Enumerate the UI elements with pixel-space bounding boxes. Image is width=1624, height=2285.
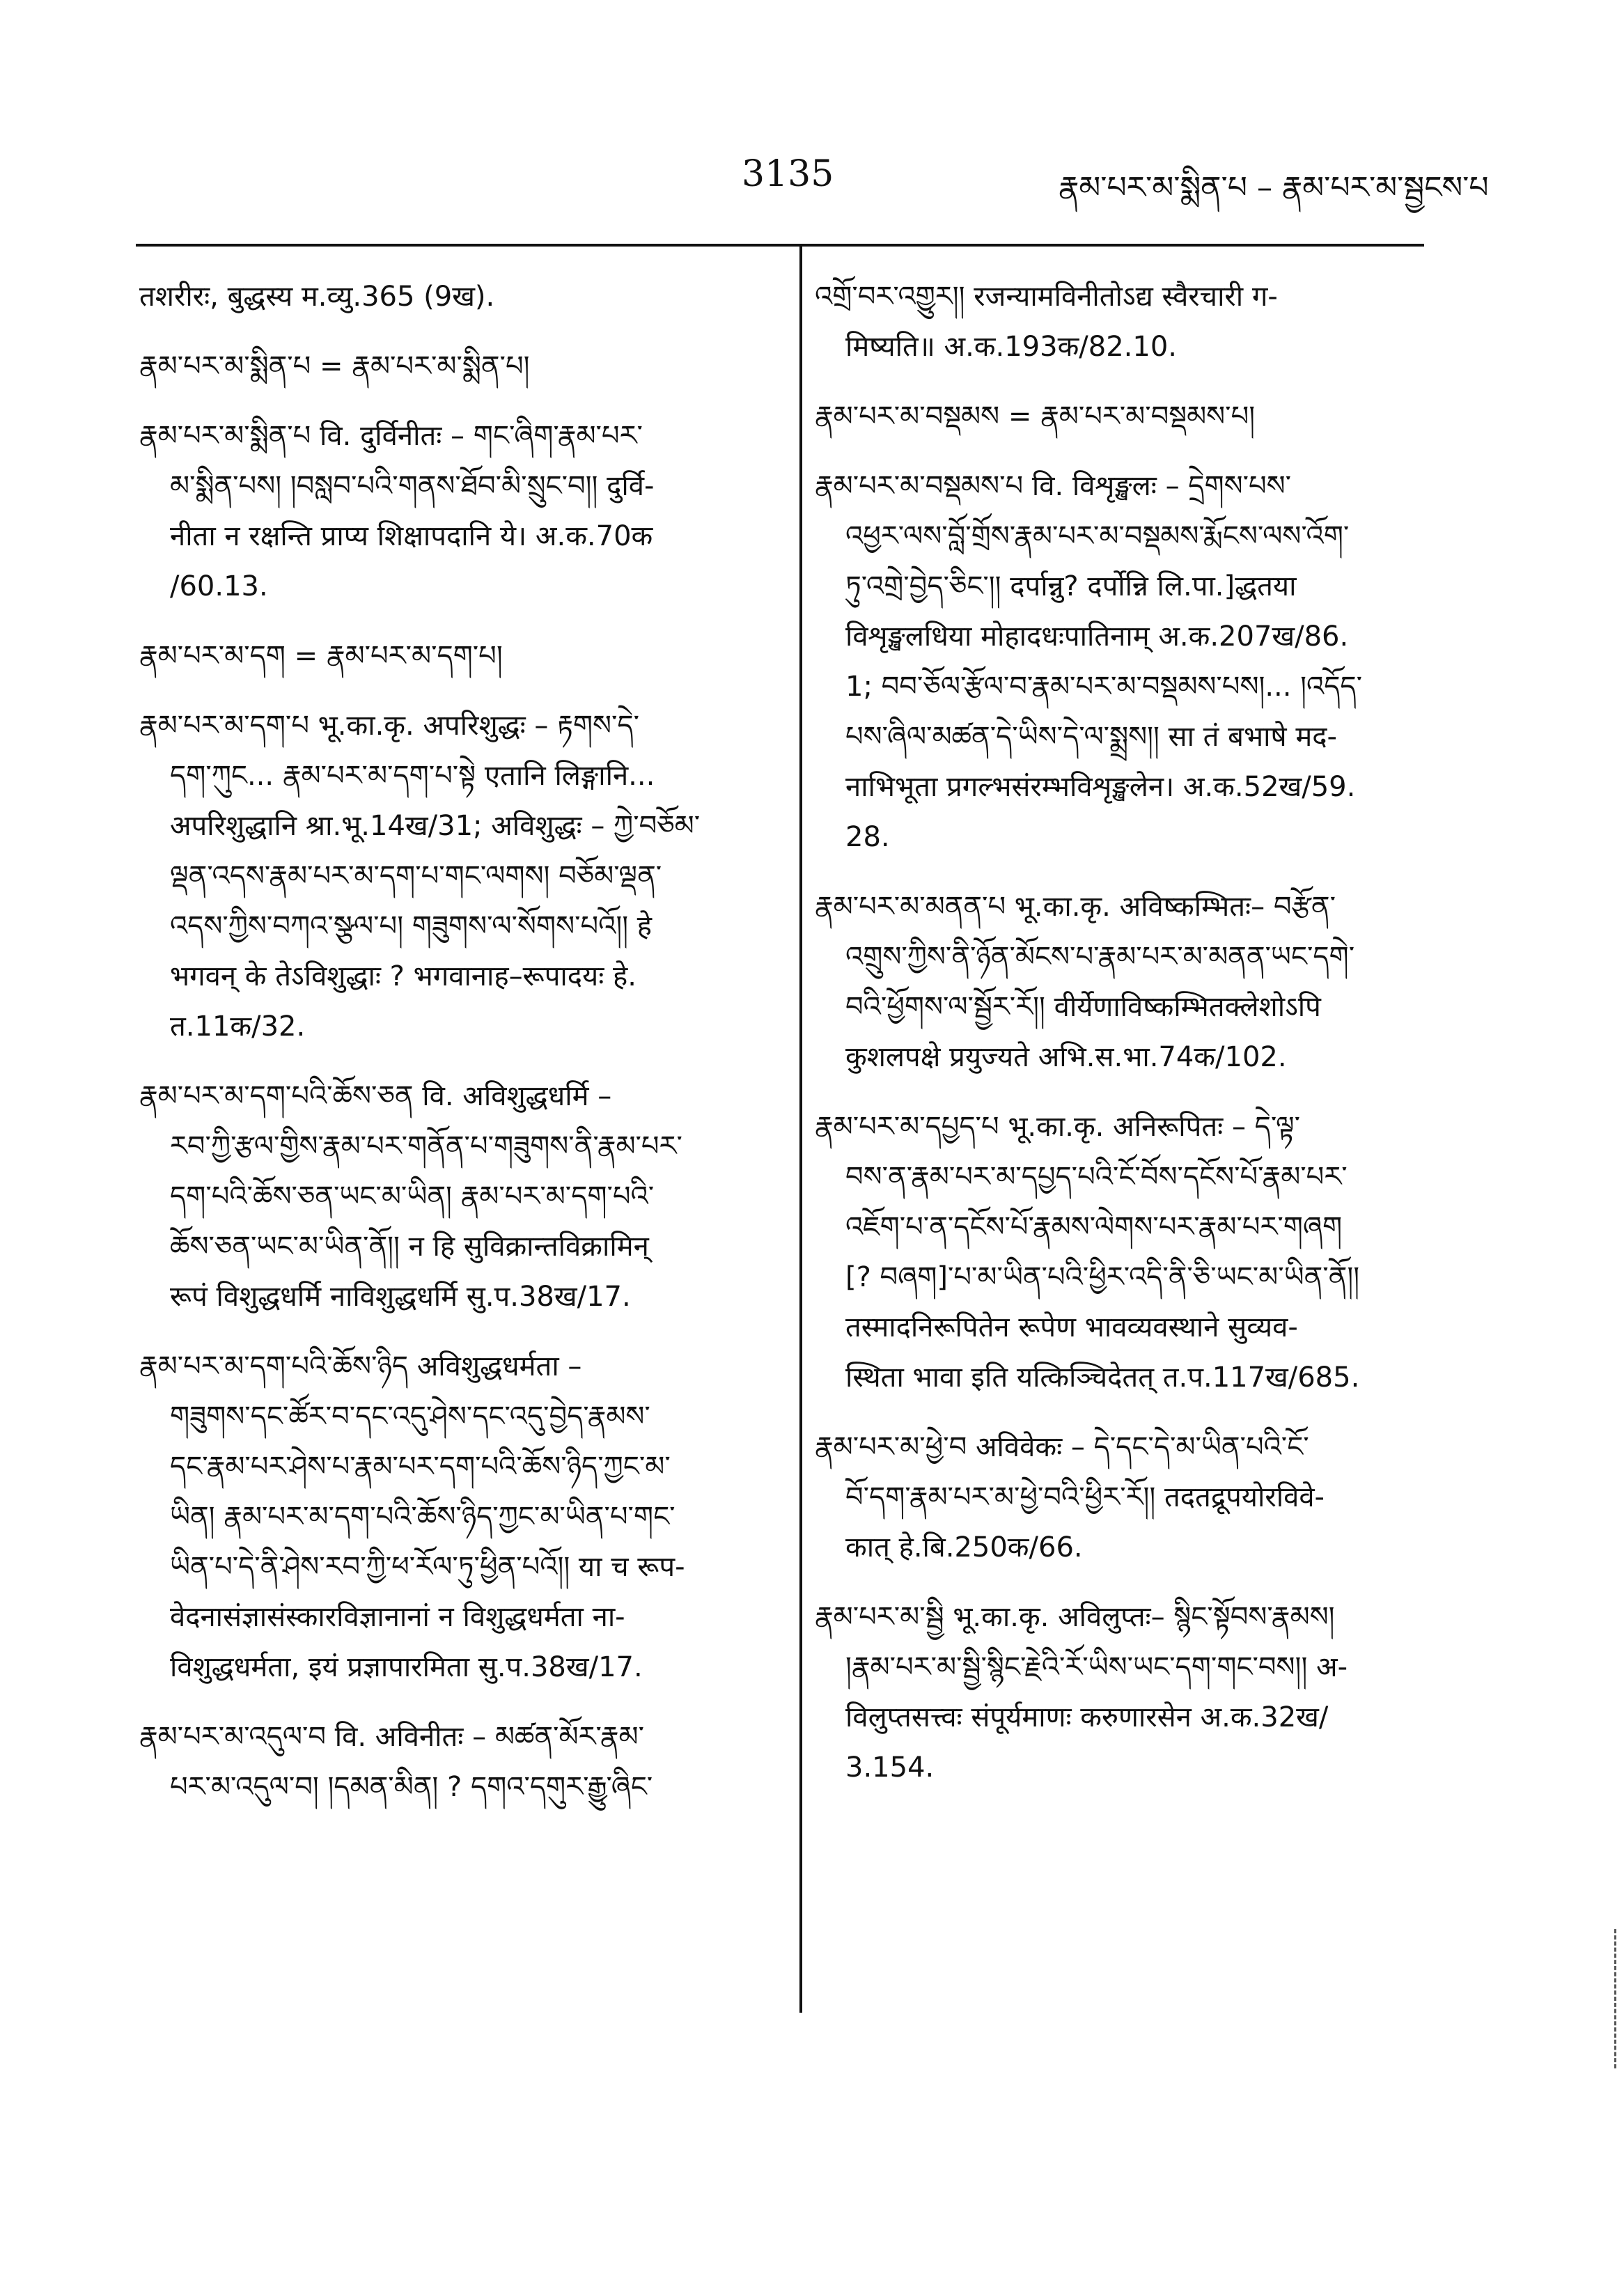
entry-text-line: नाभिभूता प्रगल्भसंरम्भविशृङ्खलेन। अ.क.52ख/59. — [845, 771, 1356, 803]
entry-text-line: ཡིན། རྣམ་པར་མ་དག་པའི་ཆོས་ཉིད་ཀྱང་མ་ཡིན་པ་གང་ — [170, 1501, 676, 1533]
entry-headline: རྣམ་པར་མ་འདུལ་བ वि. अविनीतः – མཚན་མོར་རྣམ་ — [139, 1721, 645, 1753]
entry-text-line: नीता न रक्षन्ति प्राप्य शिक्षापदानि ये। अ.क.70क — [170, 520, 653, 552]
entry-headline: རྣམ་པར་མ་དག = རྣམ་པར་མ་དག་པ། — [139, 640, 503, 672]
entry-headline: तशरीरः, बुद्धस्य म.व्यु.365 (9ख). — [139, 281, 495, 313]
entry-text-line: དག་པའི་ཆོས་ཅན་ཡང་མ་ཡིན། རྣམ་པར་མ་དག་པའི་ — [170, 1180, 655, 1212]
entry-text-line: [? བཞག]་པ་མ་ཡིན་པའི་ཕྱིར་འདི་ནི་ཅི་ཡང་མ་ཡིན་ནོ།། — [845, 1261, 1360, 1293]
entry-text-line: འཇོག་པ་ན་དངོས་པོ་རྣམས་ལེགས་པར་རྣམ་པར་གཞག — [845, 1211, 1343, 1243]
entry-text-line: अपरिशुद्धानि श्रा.भू.14ख/31; अविशुद्धः – ཀྱེ་བཅོམ་ — [170, 810, 701, 842]
entry-text-line: 3.154. — [845, 1752, 935, 1784]
entry-text-line: པས་ཞིལ་མཚན་དེ་ཡིས་དེ་ལ་སྨྲས།། सा तं बभाषे मद- — [845, 721, 1337, 753]
entry-text-line: मिष्यति॥ अ.क.193क/82.10. — [845, 331, 1177, 363]
entry-text-line: འཕྱར་ལས་བློ་གྲོས་རྣམ་པར་མ་བསྡམས་རྨོངས་ལས་འོག་ — [845, 520, 1350, 552]
entry-headline: རྣམ་པར་མ་མནན་པ भू.का.कृ. अविष्कम्भितः– བརྩོན་ — [815, 891, 1336, 923]
entry-text-line: विलुप्तसत्त्वः संपूर्यमाणः करुणारसेन अ.क.32ख/ — [845, 1701, 1329, 1733]
entry-text-line: ཡིན་པ་དེ་ནི་ཤེས་རབ་ཀྱི་ཕ་རོལ་ཏུ་ཕྱིན་པའོ།། या च रूप- — [170, 1551, 685, 1583]
entry-headline: རྣམ་པར་མ་བསྡམས = རྣམ་པར་མ་བསྡམས་པ། — [815, 400, 1256, 432]
dictionary-entry — [815, 272, 1435, 372]
dictionary-entry — [139, 272, 766, 322]
dictionary-entry — [815, 1102, 1435, 1403]
entry-text-line: དང་རྣམ་པར་ཤེས་པ་རྣམ་པར་དག་པའི་ཆོས་ཉིད་ཀྱང་མ་ — [170, 1451, 671, 1483]
entry-text-line: वेदनासंज्ञासंस्कारविज्ञानानां न विशुद्धधर्मता ना- — [170, 1601, 625, 1633]
entry-text-line: ཏུ་འགྲེ་བྱེད་ཅིང་།། दर्पान्नु? दर्पोन्नि लि.पा.]द्धतया — [845, 570, 1297, 602]
entry-text-line: 1; བབ་ཅོལ་རྩོལ་བ་རྣམ་པར་མ་བསྡམས་པས།... །འདོད་ — [845, 671, 1362, 703]
entry-headline: འགྲོ་བར་འགྱུར།། रजन्यामविनीतोऽद्य स्वैरचारी ग- — [815, 281, 1278, 313]
entry-text-line: གཟུགས་དང་ཚོར་བ་དང་འདུ་ཤེས་དང་འདུ་བྱེད་རྣམས་ — [170, 1401, 650, 1433]
dictionary-entry — [139, 1341, 766, 1692]
entry-text-line: विशृङ्खलधिया मोहादधःपातिनाम् अ.क.207ख/86. — [845, 621, 1349, 653]
page-number: 3135 — [742, 153, 834, 195]
entry-text-line: བོ་དག་རྣམ་པར་མ་ཕྱེ་བའི་ཕྱིར་རོ།། तदतद्रूपयोरविवे- — [845, 1481, 1325, 1513]
entry-text-line: དག་ཀུང... རྣམ་པར་མ་དག་པ་སྟེ एतानि लिङ्गानि... — [170, 760, 655, 792]
entry-text-line: स्थिता भावा इति यत्किञ्चिदेतत् त.प.117ख/685. — [845, 1362, 1360, 1394]
entry-headline: རྣམ་པར་མ་དག་པའི་ཆོས་ཅན वि. अविशुद्धधर्मि – — [139, 1080, 612, 1112]
dictionary-entry — [815, 882, 1435, 1082]
entry-text-line: མ་སྨིན་པས། །བསླབ་པའི་གནས་ཐོབ་མི་སྲུང་བ།། दुर्वि- — [170, 470, 655, 502]
entry-text-line: त.11क/32. — [170, 1011, 306, 1043]
entry-text-line: /60.13. — [170, 570, 268, 602]
entry-text-line: कात् हे.बि.250क/66. — [845, 1531, 1083, 1563]
entry-headline: རྣམ་པར་མ་སྦྱི भू.का.कृ. अविलुप्तः– སྙིང་སྟོབས་རྣམས། — [815, 1601, 1335, 1633]
entry-headline: རྣམ་པར་མ་དག་པའི་ཆོས་ཉིད अविशुद्धधर्मता – — [139, 1350, 582, 1382]
dictionary-entry — [815, 391, 1435, 442]
dictionary-entry — [139, 1071, 766, 1322]
entry-headline: རྣམ་པར་མ་ཕྱེ་བ अविवेकः – དེ་དང་དེ་མ་ཡིན་པའི་ངོ་ — [815, 1431, 1309, 1463]
right-column — [815, 272, 1435, 1812]
dictionary-entry — [139, 411, 766, 611]
entry-text-line: विशुद्धधर्मता, इयं प्रज्ञापारमिता सु.प.38ख/17. — [170, 1651, 643, 1683]
entry-headline: རྣམ་པར་མ་སྨིན་པ = རྣམ་པར་མ་སྨིན་པ། — [139, 350, 530, 382]
entry-headline: རྣམ་པར་མ་སྨིན་པ वि. दुर्विनीतः – གང་ཞིག་རྣམ་པར་ — [139, 420, 643, 452]
entry-headline: རྣམ་པར་མ་དཔྱད་པ भू.का.कृ. अनिरूपितः – དེ་ལྟ་ — [815, 1111, 1301, 1143]
entry-text-line: रूपं विशुद्धधर्मि नाविशुद्धधर्मि सु.प.38ख/17. — [170, 1281, 631, 1313]
left-column — [139, 272, 766, 1832]
entry-headline: རྣམ་པར་མ་དག་པ भू.का.कृ. अपरिशुद्धः – རྟགས་དེ་ — [139, 710, 639, 742]
entry-text-line: འདས་ཀྱིས་བཀའ་སྩལ་པ། གཟུགས་ལ་སོགས་པའོ།། हे — [170, 910, 653, 942]
page-header — [0, 146, 1624, 209]
dictionary-entry — [139, 631, 766, 681]
entry-text-line: པར་མ་འདུལ་བ། །དམན་མིན། ? དགའ་དགུར་རྒྱུ་ཞིང་ — [170, 1771, 653, 1803]
entry-text-line: རབ་ཀྱི་རྩལ་གྱིས་རྣམ་པར་གནོན་པ་གཟུགས་ནི་རྣམ་པར་ — [170, 1130, 682, 1162]
entry-text-line: ལྡན་འདས་རྣམ་པར་མ་དག་པ་གང་ལགས། བཅོམ་ལྡན་ — [170, 860, 662, 892]
entry-text-line: भगवन् के तेऽविशुद्धाः ? भगवानाह–रूपादयः हे. — [170, 960, 637, 992]
entry-headline: རྣམ་པར་མ་བསྡམས་པ वि. विशृङ्खलः – དྲེགས་པས་ — [815, 470, 1292, 502]
dictionary-entry — [815, 1592, 1435, 1793]
dictionary-entry — [139, 701, 766, 1052]
dictionary-entry — [139, 341, 766, 391]
entry-text-line: 28. — [845, 821, 890, 853]
entry-text-line: कुशलपक्षे प्रयुज्यते अभि.स.भा.74क/102. — [845, 1041, 1287, 1073]
entry-text-line: བས་ན་རྣམ་པར་མ་དཔྱད་པའི་ངོ་བོས་དངོས་པོ་རྣམ་པར་ — [845, 1161, 1348, 1193]
margin-marks — [1614, 1929, 1619, 2068]
column-divider — [799, 244, 802, 2013]
entry-text-line: འགྲུས་ཀྱིས་ནི་ཉོན་མོངས་པ་རྣམ་པར་མ་མནན་ཡང་དགེ་ — [845, 941, 1355, 973]
dictionary-entry — [815, 1422, 1435, 1573]
entry-text-line: ཆོས་ཅན་ཡང་མ་ཡིན་ནོ།། न हि सुविक्रान्तविक्रामिन् — [170, 1231, 649, 1263]
header-rule — [136, 244, 1424, 247]
entry-text-line: བའི་ཕྱོགས་ལ་སྦྱོར་རོ།། वीर्येणाविष्कम्भितक्लेशोऽपि — [845, 991, 1321, 1023]
dictionary-entry — [815, 461, 1435, 862]
entry-text-line: །རྣམ་པར་མ་སྦྱི་སྙིང་རྗེའི་རོ་ཡིས་ཡང་དག་གང་བས།། अ- — [845, 1651, 1348, 1683]
entry-text-line: तस्मादनिरूपितेन रूपेण भावव्यवस्थाने सुव्यव- — [845, 1311, 1298, 1343]
dictionary-entry — [139, 1712, 766, 1812]
running-head: རྣམ་པར་མ་སྨིན་པ – རྣམ་པར་མ་སྦྱངས་པ — [1059, 170, 1489, 205]
